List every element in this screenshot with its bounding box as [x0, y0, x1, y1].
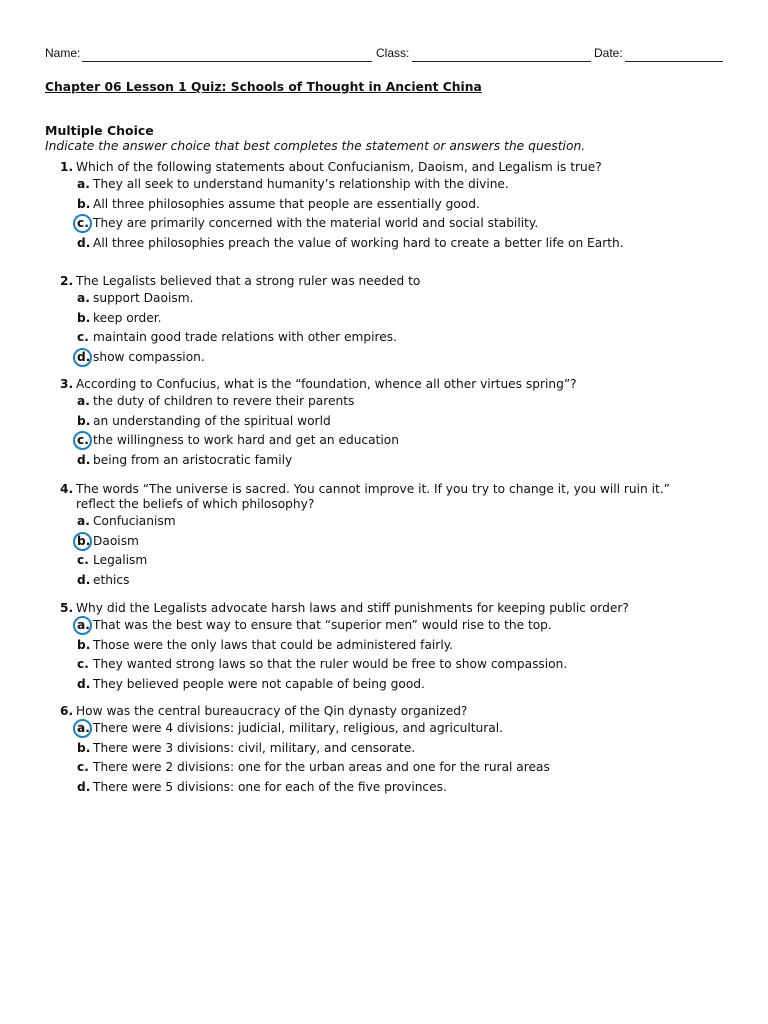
option-letter: b. [77, 637, 91, 652]
option-text: They are primarily concerned with the material world and social stability. [93, 216, 539, 230]
option-d[interactable] [60, 675, 720, 695]
option-letter: b. [77, 310, 91, 325]
option-letter: d. [77, 572, 91, 587]
quiz-title: Chapter 06 Lesson 1 Quiz: Schools of Thought in Ancient China [45, 80, 482, 94]
option-letter: a. [77, 721, 90, 735]
option-text: an understanding of the spiritual world [93, 413, 331, 428]
question-1 [60, 160, 720, 253]
option-text: There were 5 divisions: one for each of the five provinces. [93, 779, 447, 794]
option-letter: c. [77, 760, 89, 774]
option-b[interactable] [60, 532, 720, 552]
option-b[interactable] [60, 739, 720, 759]
question-text: Why did the Legalists advocate harsh laws and stiff punishments for keeping public order? [76, 601, 629, 615]
option-letter: d. [77, 235, 91, 250]
question-text: How was the central bureaucracy of the Qin dynasty organized? [76, 704, 468, 718]
option-text: There were 3 divisions: civil, military, and censorate. [93, 740, 416, 755]
option-text: There were 2 divisions: one for the urban areas and one for the rural areas [93, 760, 550, 774]
question-2 [60, 274, 720, 367]
option-text: They believed people were not capable of being good. [93, 676, 425, 691]
option-c[interactable] [60, 551, 720, 571]
option-text: All three philosophies assume that people are essentially good. [93, 196, 480, 211]
option-a[interactable] [60, 512, 720, 532]
question-number: 6. [60, 704, 74, 718]
question-text-continued: reflect the beliefs of which philosophy? [76, 497, 315, 511]
option-letter: d. [77, 349, 91, 364]
question-text: The Legalists believed that a strong ruler was needed to [76, 274, 421, 288]
question-text: Which of the following statements about Confucianism, Daoism, and Legalism is true? [76, 160, 602, 174]
option-text: They all seek to understand humanity’s relationship with the divine. [93, 177, 509, 191]
option-letter: d. [77, 779, 91, 794]
option-c[interactable] [60, 655, 720, 675]
option-letter: b. [77, 196, 91, 211]
question-stem [60, 482, 720, 512]
question-text: The words “The universe is sacred. You cannot improve it. If you try to change it, you will ruin it.” [76, 482, 670, 496]
option-a[interactable] [60, 175, 720, 195]
option-text: There were 4 divisions: judicial, military, religious, and agricultural. [93, 721, 504, 735]
option-letter: c. [77, 433, 89, 447]
question-number: 5. [60, 601, 74, 615]
option-letter: b. [77, 740, 91, 755]
option-letter: a. [77, 177, 90, 191]
question-5 [60, 601, 720, 694]
option-text: support Daoism. [93, 291, 194, 305]
question-number: 4. [60, 482, 74, 496]
question-stem [60, 160, 720, 175]
option-c[interactable] [60, 431, 720, 451]
option-a[interactable] [60, 289, 720, 309]
question-number: 2. [60, 274, 74, 288]
option-c[interactable] [60, 758, 720, 778]
option-letter: a. [77, 618, 90, 632]
option-text: being from an aristocratic family [93, 452, 293, 467]
option-b[interactable] [60, 195, 720, 215]
name-label: Name: [45, 46, 81, 60]
option-d[interactable] [60, 778, 720, 798]
date-blank-line[interactable] [625, 61, 723, 62]
question-stem [60, 601, 720, 616]
option-text: maintain good trade relations with other empires. [93, 330, 398, 344]
option-text: Confucianism [93, 514, 176, 528]
question-3 [60, 377, 720, 470]
class-label: Class: [376, 46, 410, 60]
question-stem [60, 704, 720, 719]
option-c[interactable] [60, 214, 720, 234]
section-heading: Multiple Choice [45, 123, 154, 138]
question-stem [60, 377, 720, 392]
option-letter: b. [77, 413, 91, 428]
option-text: keep order. [93, 310, 162, 325]
date-label: Date: [594, 46, 623, 60]
option-text: ethics [93, 572, 130, 587]
option-letter: a. [77, 291, 90, 305]
class-blank-line[interactable] [412, 61, 591, 62]
question-number: 3. [60, 377, 74, 391]
option-letter: a. [77, 514, 90, 528]
option-letter: c. [77, 216, 89, 230]
option-d[interactable] [60, 451, 720, 471]
option-b[interactable] [60, 636, 720, 656]
option-a[interactable] [60, 616, 720, 636]
option-letter: c. [77, 330, 89, 344]
option-text: That was the best way to ensure that “superior men” would rise to the top. [93, 618, 552, 632]
option-text: the duty of children to revere their parents [93, 394, 355, 408]
option-text: show compassion. [93, 349, 205, 364]
question-4 [60, 482, 720, 590]
option-text: All three philosophies preach the value of working hard to create a better life on Earth. [93, 235, 624, 250]
option-b[interactable] [60, 412, 720, 432]
section-instructions: Indicate the answer choice that best completes the statement or answers the question. [45, 139, 586, 153]
option-text: Daoism [93, 533, 139, 548]
option-d[interactable] [60, 348, 720, 368]
option-a[interactable] [60, 719, 720, 739]
option-d[interactable] [60, 234, 720, 254]
option-letter: b. [77, 533, 91, 548]
option-c[interactable] [60, 328, 720, 348]
option-text: the willingness to work hard and get an education [93, 433, 399, 447]
option-letter: c. [77, 553, 89, 567]
question-text: According to Confucius, what is the “foundation, whence all other virtues spring”? [76, 377, 577, 391]
option-b[interactable] [60, 309, 720, 329]
option-letter: d. [77, 452, 91, 467]
option-a[interactable] [60, 392, 720, 412]
question-number: 1. [60, 160, 74, 174]
question-stem [60, 274, 720, 289]
name-blank-line[interactable] [82, 61, 372, 62]
option-letter: d. [77, 676, 91, 691]
option-text: Legalism [93, 553, 148, 567]
option-text: Those were the only laws that could be administered fairly. [93, 637, 454, 652]
option-letter: a. [77, 394, 90, 408]
option-d[interactable] [60, 571, 720, 591]
question-6 [60, 704, 720, 797]
option-text: They wanted strong laws so that the ruler would be free to show compassion. [93, 657, 568, 671]
option-letter: c. [77, 657, 89, 671]
